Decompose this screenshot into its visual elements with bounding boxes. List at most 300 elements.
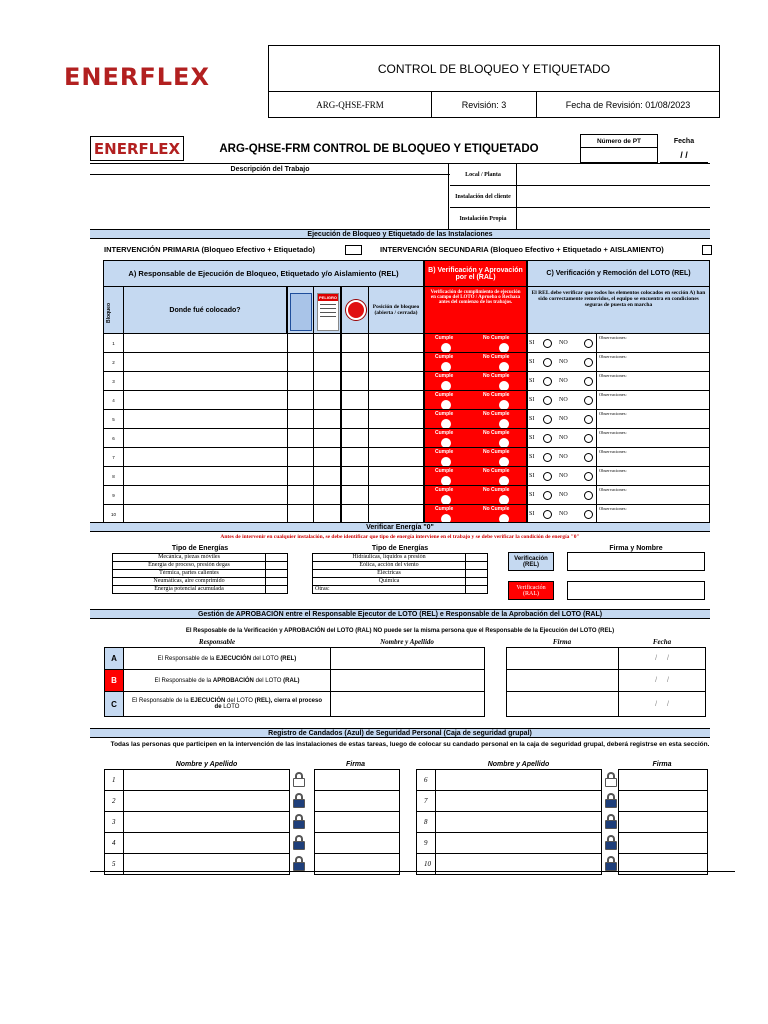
donde-field[interactable] xyxy=(123,409,288,429)
posicion-field[interactable] xyxy=(368,333,424,353)
tag-icon-header xyxy=(313,286,341,334)
si-radio[interactable] xyxy=(543,396,552,405)
no-radio[interactable] xyxy=(584,358,593,367)
padlock-body xyxy=(605,862,617,871)
instalacion-cliente-field[interactable] xyxy=(517,186,710,208)
lock-field[interactable] xyxy=(287,466,314,486)
observaciones-field[interactable] xyxy=(596,504,710,524)
posicion-field[interactable] xyxy=(368,428,424,448)
doc-code: ARG-QHSE-FRM xyxy=(268,91,432,118)
doc-title: CONTROL DE BLOQUEO Y ETIQUETADO xyxy=(268,45,720,92)
tag-field[interactable] xyxy=(313,371,341,391)
row-number: 5 xyxy=(103,409,124,429)
lock-field[interactable] xyxy=(287,352,314,372)
observaciones-field[interactable] xyxy=(596,428,710,448)
row-number: 3 xyxy=(103,371,124,391)
date-field[interactable]: / / xyxy=(660,147,708,163)
loto-row xyxy=(103,390,710,410)
si-radio[interactable] xyxy=(543,415,552,424)
h-fecha: Fecha xyxy=(652,638,672,646)
energia-type-label: Otras: xyxy=(312,585,466,594)
no-label: NO xyxy=(559,473,568,479)
candado-row xyxy=(416,769,708,791)
cumple-label: Cumple xyxy=(435,335,454,341)
padlock-icon xyxy=(605,814,617,829)
candado-number: 9 xyxy=(416,832,436,854)
observaciones-label: Observaciones: xyxy=(599,392,627,397)
firma-nombre-label: Firma y Nombre xyxy=(609,545,663,552)
no-cumple-label: No Cumple xyxy=(483,335,510,341)
cand-h-nombre-left: Nombre y Apellido xyxy=(175,760,238,768)
valve-field[interactable] xyxy=(341,409,369,429)
donde-field[interactable] xyxy=(123,371,288,391)
description-area xyxy=(90,163,710,230)
no-cumple-label: No Cumple xyxy=(483,373,510,379)
candado-nombre-field[interactable] xyxy=(435,790,602,812)
desc-tail: LOTO xyxy=(221,704,240,710)
observaciones-field[interactable] xyxy=(596,485,710,505)
observaciones-field[interactable] xyxy=(596,352,710,372)
desc-pre: El Responsable de la xyxy=(154,677,213,684)
description-field[interactable] xyxy=(90,175,450,230)
observaciones-field[interactable] xyxy=(596,447,710,467)
verif-rel-field[interactable] xyxy=(567,552,705,571)
lock-field[interactable] xyxy=(287,333,314,353)
si-radio[interactable] xyxy=(543,358,552,367)
blue-box-icon xyxy=(290,293,312,331)
candado-row xyxy=(104,769,400,791)
desc-bold2: (RAL) xyxy=(283,677,300,684)
energia-warning: Antes de intervenir en cualquier instalación, se debe identificar que tipo de energía interviene en el trabajo y se debe verificar la condición de energía "0" xyxy=(220,534,580,540)
si-radio[interactable] xyxy=(543,377,552,386)
row-number: 9 xyxy=(103,485,124,505)
form-title: ARG-QHSE-FRM CONTROL DE BLOQUEO Y ETIQUETADO xyxy=(219,142,539,155)
col-a-header: A) Responsable de Ejecución de Bloqueo, Etiquetado y/o Aislamiento (REL) xyxy=(103,260,424,287)
padlock-body xyxy=(605,778,617,787)
no-label: NO xyxy=(559,378,568,384)
no-label: NO xyxy=(559,359,568,365)
aprobacion-desc xyxy=(123,669,331,692)
candado-row xyxy=(104,790,400,812)
valve-field[interactable] xyxy=(341,371,369,391)
donde-field[interactable] xyxy=(123,485,288,505)
lock-field[interactable] xyxy=(287,485,314,505)
lock-field[interactable] xyxy=(287,428,314,448)
intervencion-secundaria-label: INTERVENCIÓN SECUNDARIA (Bloqueo Efectivo + Etiquetado + AISLAMIENTO) xyxy=(380,245,664,254)
energia-type-label: Energía potencial acumulada xyxy=(112,585,266,594)
energia-type-label: Química xyxy=(312,577,466,586)
no-label: NO xyxy=(559,492,568,498)
candado-row xyxy=(416,790,708,812)
valve-field[interactable] xyxy=(341,466,369,486)
verif-rel-label: Verificación (REL) xyxy=(508,552,554,571)
si-label: SI xyxy=(529,435,535,441)
tag-field[interactable] xyxy=(313,333,341,353)
si-radio[interactable] xyxy=(543,491,552,500)
cumple-label: Cumple xyxy=(435,506,454,512)
verif-ral-label: Verificación (RAL) xyxy=(508,581,554,600)
lock-field[interactable] xyxy=(287,504,314,524)
desc-post: del LOTO xyxy=(225,698,255,704)
no-radio[interactable] xyxy=(584,396,593,405)
aprobacion-title: Gestión de APROBACIÓN entre el Responsable Ejecutor de LOTO (REL) e Responsable de la Aprobación del LOTO (RAL) xyxy=(90,609,710,619)
donde-field[interactable] xyxy=(123,390,288,410)
aprobacion-row xyxy=(104,691,706,716)
candado-firma-field[interactable] xyxy=(314,832,400,854)
candado-firma-field[interactable] xyxy=(618,832,708,854)
energia-type-label: Eléctricas xyxy=(312,569,466,578)
candado-nombre-field[interactable] xyxy=(123,811,290,833)
cand-h-nombre-right: Nombre y Apellido xyxy=(487,760,550,768)
local-planta-field[interactable] xyxy=(517,164,710,186)
si-radio[interactable] xyxy=(543,472,552,481)
form-logo xyxy=(90,136,184,161)
posicion-field[interactable] xyxy=(368,352,424,372)
aprobacion-desc xyxy=(123,647,331,670)
energia-row xyxy=(312,585,488,594)
enerflex-logo xyxy=(52,60,222,94)
section-ejecucion-title: Ejecución de Bloqueo y Etiquetado de las Instalaciones xyxy=(90,229,710,239)
cumple-label: Cumple xyxy=(435,430,454,436)
observaciones-field[interactable] xyxy=(596,333,710,353)
valve-field[interactable] xyxy=(341,428,369,448)
loto-row xyxy=(103,447,710,467)
remocion-cell xyxy=(527,371,597,391)
valve-field[interactable] xyxy=(341,447,369,467)
loto-row xyxy=(103,333,710,353)
row-number: 4 xyxy=(103,390,124,410)
energia-type-label: Térmica, partes calientes xyxy=(112,569,266,578)
tag-text: PELIGRO xyxy=(318,295,337,300)
aprobacion-letter: A xyxy=(104,647,124,670)
cumple-label: Cumple xyxy=(435,392,454,398)
posicion-field[interactable] xyxy=(368,466,424,486)
observaciones-label: Observaciones: xyxy=(599,354,627,359)
observaciones-label: Observaciones: xyxy=(599,506,627,511)
no-radio[interactable] xyxy=(584,453,593,462)
row-number: 2 xyxy=(103,352,124,372)
aprobacion-letter: B xyxy=(104,669,124,692)
cumple-label: Cumple xyxy=(435,487,454,493)
cumple-label: Cumple xyxy=(435,468,454,474)
tag-field[interactable] xyxy=(313,428,341,448)
si-radio[interactable] xyxy=(543,453,552,462)
verif-cell xyxy=(424,428,527,448)
h-nombre: Nombre y Apellido xyxy=(380,638,434,646)
padlock-body xyxy=(293,862,305,871)
desc-bold: APROBACIÓN xyxy=(212,677,254,684)
desc-post: del LOTO xyxy=(253,677,284,684)
padlock-icon xyxy=(293,772,305,787)
valve-field[interactable] xyxy=(341,352,369,372)
aprobacion-desc-text xyxy=(155,678,300,684)
observaciones-field[interactable] xyxy=(596,466,710,486)
no-label: NO xyxy=(559,397,568,403)
candado-number: 2 xyxy=(104,790,124,812)
candado-number: 6 xyxy=(416,769,436,791)
candado-number: 3 xyxy=(104,811,124,833)
aprobacion-desc-text xyxy=(158,656,297,662)
loto-row xyxy=(103,409,710,429)
aprobacion-row xyxy=(104,669,706,691)
posicion-field[interactable] xyxy=(368,371,424,391)
no-label: NO xyxy=(559,454,568,460)
si-radio[interactable] xyxy=(543,339,552,348)
tag-field[interactable] xyxy=(313,390,341,410)
tag-field[interactable] xyxy=(313,447,341,467)
aprobacion-nombre-field[interactable] xyxy=(330,669,485,692)
posicion-field[interactable] xyxy=(368,409,424,429)
no-radio[interactable] xyxy=(584,491,593,500)
aprobacion-firma-field[interactable] xyxy=(506,691,619,717)
padlock-icon xyxy=(605,793,617,808)
no-label: NO xyxy=(559,435,568,441)
intervencion-secundaria-checkbox[interactable] xyxy=(702,245,712,255)
posicion-field[interactable] xyxy=(368,485,424,505)
no-cumple-label: No Cumple xyxy=(483,430,510,436)
candado-number: 7 xyxy=(416,790,436,812)
si-radio[interactable] xyxy=(543,510,552,519)
energia-row xyxy=(112,585,288,594)
lock-icon-header xyxy=(287,286,314,334)
aprobacion-fecha-field[interactable]: / / xyxy=(618,691,706,717)
row-number: 1 xyxy=(103,333,124,353)
lock-field[interactable] xyxy=(287,390,314,410)
padlock-icon xyxy=(605,772,617,787)
valve-field[interactable] xyxy=(341,390,369,410)
verif-ral-field[interactable] xyxy=(567,581,705,600)
remocion-cell xyxy=(527,428,597,448)
no-cumple-label: No Cumple xyxy=(483,506,510,512)
cumple-label: Cumple xyxy=(435,411,454,417)
verif-cell xyxy=(424,466,527,486)
instalacion-propia-field[interactable] xyxy=(517,208,710,230)
donde-header: Donde fué colocado? xyxy=(123,286,287,334)
energia-type-label: Mecánica, piezas móviles xyxy=(112,553,266,562)
padlock-icon xyxy=(293,835,305,850)
cand-h-firma-right: Firma xyxy=(652,760,672,768)
padlock-icon xyxy=(605,835,617,850)
remocion-cell xyxy=(527,333,597,353)
candado-number: 4 xyxy=(104,832,124,854)
instalacion-propia-label: Instalación Propia xyxy=(459,216,507,222)
energia-type-label: Eólica, acción del viento xyxy=(312,561,466,570)
donde-field[interactable] xyxy=(123,333,288,353)
posicion-field[interactable] xyxy=(368,504,424,524)
valve-handle-icon xyxy=(346,300,366,320)
lock-field[interactable] xyxy=(287,409,314,429)
verif-cell xyxy=(424,485,527,505)
observaciones-label: Observaciones: xyxy=(599,430,627,435)
si-label: SI xyxy=(529,454,535,460)
verif-text-header: Verificación de cumplimiento de ejecución en campo del LOTO / Aprueba o Rechaza antes del comienzo de los trabajos. xyxy=(424,286,527,334)
lock-field[interactable] xyxy=(287,371,314,391)
observaciones-field[interactable] xyxy=(596,371,710,391)
aprobacion-firma-field[interactable] xyxy=(506,669,619,692)
padlock-icon xyxy=(293,793,305,808)
h-responsable: Responsable xyxy=(198,638,236,646)
donde-field[interactable] xyxy=(123,352,288,372)
danger-tag-icon xyxy=(317,293,339,331)
verif-cell xyxy=(424,390,527,410)
desc-pre: El Responsable de la xyxy=(157,655,217,662)
padlock-body xyxy=(293,799,305,808)
pt-label: Número de PT xyxy=(580,134,658,148)
candado-firma-field[interactable] xyxy=(314,790,400,812)
verif-cell xyxy=(424,352,527,372)
padlock-icon xyxy=(605,856,617,871)
si-label: SI xyxy=(529,511,535,517)
energia-type-label: Neumáticas, aire comprimido xyxy=(112,577,266,586)
loto-row xyxy=(103,371,710,391)
observaciones-label: Observaciones: xyxy=(599,487,627,492)
aprobacion-row xyxy=(104,647,706,669)
candado-nombre-field[interactable] xyxy=(123,832,290,854)
posicion-field[interactable] xyxy=(368,447,424,467)
no-radio[interactable] xyxy=(584,434,593,443)
remocion-cell xyxy=(527,409,597,429)
observaciones-field[interactable] xyxy=(596,390,710,410)
no-cumple-label: No Cumple xyxy=(483,354,510,360)
candado-nombre-field[interactable] xyxy=(123,769,290,791)
observaciones-label: Observaciones: xyxy=(599,449,627,454)
candado-number: 8 xyxy=(416,811,436,833)
candado-number: 5 xyxy=(104,853,124,875)
donde-field[interactable] xyxy=(123,447,288,467)
no-cumple-label: No Cumple xyxy=(483,392,510,398)
aprobacion-firma-field[interactable] xyxy=(506,647,619,670)
bloqueo-label: Bloqueo xyxy=(106,303,112,323)
verif-cell xyxy=(424,504,527,524)
candado-firma-field[interactable] xyxy=(618,811,708,833)
candado-row xyxy=(416,811,708,833)
no-cumple-label: No Cumple xyxy=(483,411,510,417)
posicion-field[interactable] xyxy=(368,390,424,410)
date-label: Fecha xyxy=(673,137,695,145)
observaciones-field[interactable] xyxy=(596,409,710,429)
candado-firma-field[interactable] xyxy=(314,811,400,833)
col-c-text: El REL debe verificar que todos los elementos colocados en sección A) han sido correctamente removidos, el equipo se encuentra en condiciones seguras de puesta en marcha xyxy=(527,286,710,334)
si-label: SI xyxy=(529,492,535,498)
candado-number: 1 xyxy=(104,769,124,791)
loto-row xyxy=(103,504,710,524)
loto-rows xyxy=(103,333,710,523)
lock-field[interactable] xyxy=(287,447,314,467)
candados-note: Todas las personas que participen en la intervención de las instalaciones de estas tareas, luego de colocar su candado personal en la caja de seguridad grupal, deberá registrse en esta sección. xyxy=(110,741,710,748)
padlock-body xyxy=(293,778,305,787)
candado-nombre-field[interactable] xyxy=(435,769,602,791)
no-radio[interactable] xyxy=(584,377,593,386)
tag-field[interactable] xyxy=(313,485,341,505)
si-label: SI xyxy=(529,378,535,384)
loto-row xyxy=(103,428,710,448)
si-radio[interactable] xyxy=(543,434,552,443)
desc-bold: EJECUCIÓN xyxy=(216,655,252,662)
pt-field[interactable] xyxy=(580,147,658,163)
no-radio[interactable] xyxy=(584,339,593,348)
padlock-icon xyxy=(293,856,305,871)
energia-check-field[interactable] xyxy=(265,585,288,594)
tipo-energia-right-label: Tipo de Energías xyxy=(371,545,429,552)
observaciones-label: Observaciones: xyxy=(599,468,627,473)
aprobacion-fecha-field[interactable]: / / xyxy=(618,647,706,670)
row-number: 10 xyxy=(103,504,124,524)
candado-firma-field[interactable] xyxy=(314,769,400,791)
padlock-body xyxy=(605,841,617,850)
valve-field[interactable] xyxy=(341,333,369,353)
valve-field[interactable] xyxy=(341,485,369,505)
donde-field[interactable] xyxy=(123,428,288,448)
doc-revision-date: Fecha de Revisión: 01/08/2023 xyxy=(536,91,720,118)
tag-field[interactable] xyxy=(313,466,341,486)
aprobacion-nombre-field[interactable] xyxy=(330,691,485,717)
loto-row xyxy=(103,466,710,486)
row-number: 7 xyxy=(103,447,124,467)
col-c-header: C) Verificación y Remoción del LOTO (REL) xyxy=(527,260,710,287)
tag-field[interactable] xyxy=(313,409,341,429)
padlock-body xyxy=(293,820,305,829)
candado-firma-field[interactable] xyxy=(618,769,708,791)
valve-field[interactable] xyxy=(341,504,369,524)
col-b-header: B) Verificación y Aprovación por el (RAL) xyxy=(424,260,527,287)
cumple-label: Cumple xyxy=(435,354,454,360)
aprobacion-nombre-field[interactable] xyxy=(330,647,485,670)
tag-field[interactable] xyxy=(313,504,341,524)
energia-title: Verificar Energía "0" xyxy=(90,522,710,532)
local-planta-label: Local / Planta xyxy=(450,164,516,186)
si-label: SI xyxy=(529,340,535,346)
candado-nombre-field[interactable] xyxy=(123,790,290,812)
intervencion-primaria-checkbox[interactable] xyxy=(345,245,362,255)
doc-revision: Revisión: 3 xyxy=(431,91,537,118)
cand-h-firma-left: Firma xyxy=(345,760,366,768)
no-radio[interactable] xyxy=(584,415,593,424)
donde-field[interactable] xyxy=(123,466,288,486)
no-cumple-label: No Cumple xyxy=(483,487,510,493)
no-radio[interactable] xyxy=(584,472,593,481)
desc-bold2: (REL) xyxy=(280,655,297,662)
no-label: NO xyxy=(559,511,568,517)
description-label: Descripción del Trabajo xyxy=(90,164,450,175)
tag-field[interactable] xyxy=(313,352,341,372)
candado-nombre-field[interactable] xyxy=(435,832,602,854)
verif-cell xyxy=(424,371,527,391)
no-radio[interactable] xyxy=(584,510,593,519)
row-number: 6 xyxy=(103,428,124,448)
logo-text: ENERFLEX xyxy=(64,63,210,91)
aprobacion-fecha-field[interactable]: / / xyxy=(618,669,706,692)
form-logo-text: ENERFLEX xyxy=(93,139,181,158)
desc-pre: El Responsable de la xyxy=(132,698,191,704)
energia-check-field[interactable] xyxy=(465,585,488,594)
padlock-icon xyxy=(293,814,305,829)
desc-bold2: (REL), cierra el proceso de xyxy=(214,698,322,710)
padlock-body xyxy=(605,820,617,829)
candado-nombre-field[interactable] xyxy=(435,811,602,833)
tipo-energia-left-label: Tipo de Energías xyxy=(171,545,229,552)
h-firma: Firma xyxy=(552,638,572,646)
donde-field[interactable] xyxy=(123,504,288,524)
no-label: NO xyxy=(559,416,568,422)
aprobacion-note: El Resposable de la Verificación y APROBACIÓN del LOTO (RAL) NO puede ser la misma persona que el Responsable de la Ejecución del LOTO (REL) xyxy=(185,628,615,634)
no-cumple-label: No Cumple xyxy=(483,468,510,474)
valve-icon-header xyxy=(341,286,369,334)
instalacion-cliente-label: Instalación del cliente xyxy=(450,186,516,208)
candado-firma-field[interactable] xyxy=(618,790,708,812)
remocion-cell xyxy=(527,466,597,486)
footer-line xyxy=(90,871,735,872)
remocion-cell xyxy=(527,447,597,467)
